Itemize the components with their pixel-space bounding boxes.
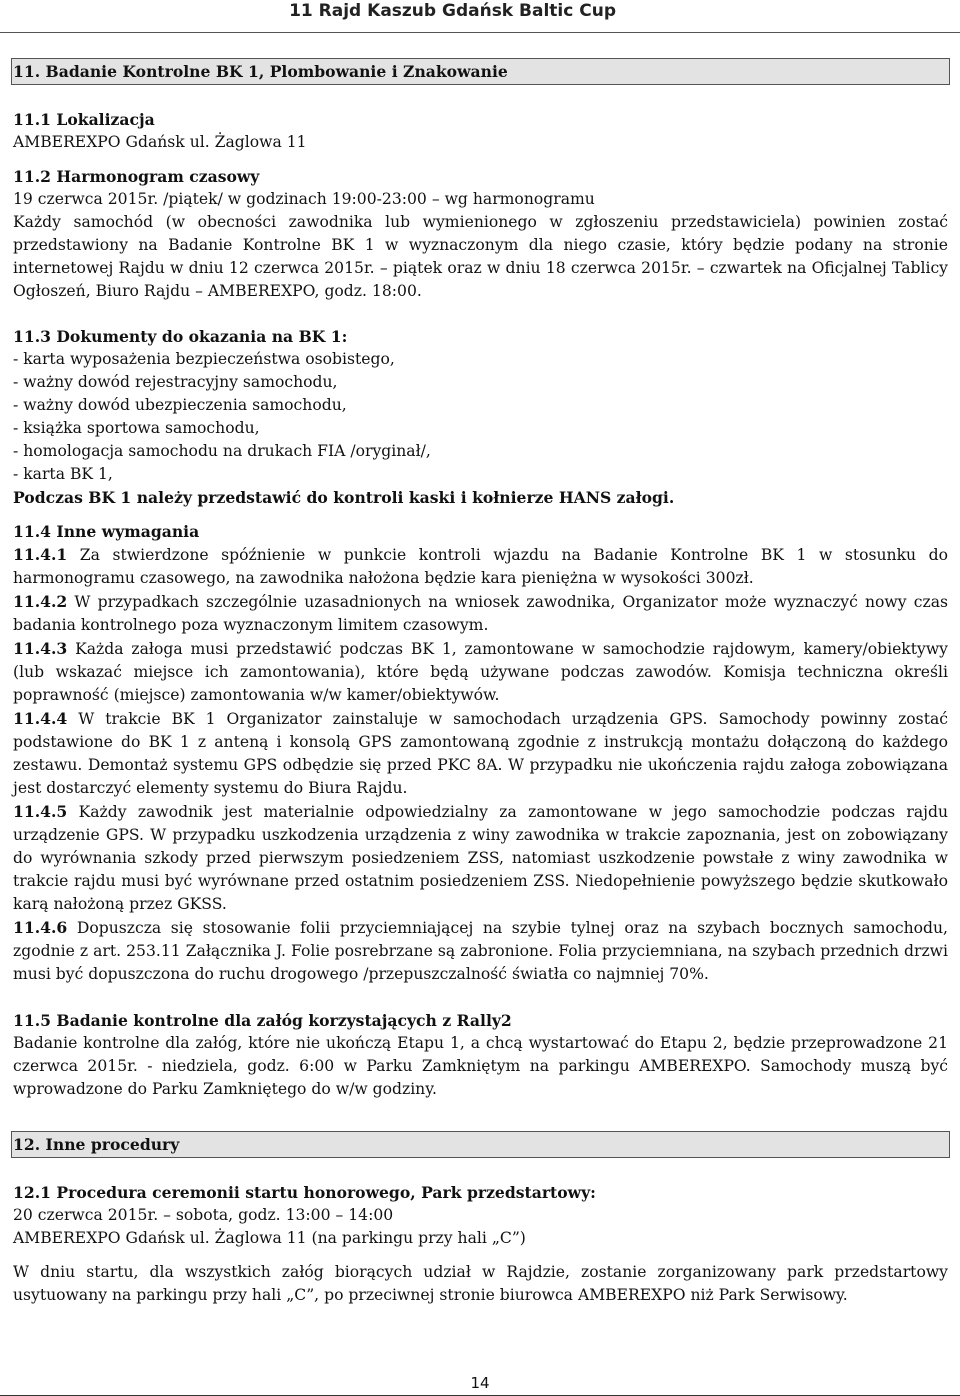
spacer bbox=[13, 509, 948, 520]
section-11-1-text: AMBEREXPO Gdańsk ul. Żaglowa 11 bbox=[13, 133, 307, 151]
requirement-number: 11.4.6 bbox=[13, 918, 68, 937]
requirement-text: W przypadkach szczególnie uzasadnionych na wniosek zawodnika, Organizator może wyznaczyć nowy czas badania kontrolnego poza wyznaczonym limitem czasowym. bbox=[13, 593, 948, 634]
requirement-11-4-5 bbox=[13, 800, 948, 916]
section-11-2-title: 11.2 Harmonogram czasowy bbox=[13, 167, 260, 186]
document-header-title: 11 Rajd Kaszub Gdańsk Baltic Cup bbox=[289, 1, 616, 21]
section-11-2-paragraph: Każdy samochód (w obecności zawodnika lub wymienionego w zgłoszeniu przedstawiciela) powinien zostać przedstawiony na Badanie Kontrolne BK 1 w wyznaczonym dla niego czasie, który będzie podany na stronie internetowej Rajdu w dniu 12 czerwca 2015r. – piątek oraz w dniu 18 czerwca 2015r. – czwartek na Oficjalnej Tablicy Ogłoszeń, Biuro Rajdu – AMBEREXPO, godz. 18:00. bbox=[13, 213, 948, 300]
document-list-item: - ważny dowód rejestracyjny samochodu, bbox=[13, 373, 338, 391]
section-11-2-line: 19 czerwca 2015r. /piątek/ w godzinach 19:00-23:00 – wg harmonogramu bbox=[13, 190, 595, 208]
requirement-11-4-3 bbox=[13, 637, 948, 707]
document-list-item: - karta wyposażenia bezpieczeństwa osobistego, bbox=[13, 350, 395, 368]
section-11-4-title: 11.4 Inne wymagania bbox=[13, 522, 200, 541]
requirement-11-4-4 bbox=[13, 707, 948, 800]
requirement-11-4-1 bbox=[13, 543, 948, 590]
section-11-heading: 11. Badanie Kontrolne BK 1, Plombowanie i Znakowanie bbox=[11, 58, 950, 85]
spacer bbox=[13, 85, 948, 108]
spacer bbox=[13, 314, 948, 325]
requirement-number: 11.4.3 bbox=[13, 639, 68, 658]
page-number: 14 bbox=[470, 1374, 490, 1392]
spacer bbox=[13, 1101, 948, 1131]
requirement-number: 11.4.4 bbox=[13, 709, 68, 728]
requirement-text: Każda załoga musi przedstawić podczas BK 1, zamontowane w samochodzie rajdowym, kamery/obiektywy (lub wskazać miejsce ich zamontowania), które będą używane podczas zawodów. Komisja techniczna określi poprawność (miejsce) zamontowania w/w kamer/obiektywów. bbox=[13, 640, 948, 704]
requirement-number: 11.4.1 bbox=[13, 545, 68, 564]
requirement-11-4-6 bbox=[13, 916, 948, 986]
requirement-text: Dopuszcza się stosowanie folii przyciemniającej na szybie tylnej oraz na szybach bocznych samochodu, zgodnie z art. 253.11 Załącznika J. Folie posrebrzane są zabronione. Folia przyciemniana, na szybach przednich drzwi musi być dopuszczona do ruchu drogowego /przepuszczalność światła co najmniej 70%. bbox=[13, 919, 948, 983]
document-list-item: - książka sportowa samochodu, bbox=[13, 419, 260, 437]
section-12-heading: 12. Inne procedury bbox=[11, 1131, 950, 1158]
section-12-1-date: 20 czerwca 2015r. – sobota, godz. 13:00 – 14:00 bbox=[13, 1206, 394, 1224]
document-list-item: - ważny dowód ubezpieczenia samochodu, bbox=[13, 396, 347, 414]
requirement-text: Za stwierdzone spóźnienie w punkcie kontroli wjazdu na Badanie Kontrolne BK 1 w stosunku do harmonogramu czasowego, na zawodnika nałożona będzie kara pieniężna w wysokości 300zł. bbox=[13, 546, 948, 587]
document-list-item: - homologacja samochodu na drukach FIA /oryginał/, bbox=[13, 442, 431, 460]
requirement-text: W trakcie BK 1 Organizator zainstaluje w samochodach urządzenia GPS. Samochody powinny zostać podstawione do BK 1 z anteną i konsolą GPS zamontowaną zgodnie z instrukcją montażu dołączoną do każdego zestawu. Demontaż systemu GPS odbędzie się przed PKC 8A. W przypadku nie ukończenia rajdu załoga zobowiązana jest dostarczyć elementy systemu do Biura Rajdu. bbox=[13, 710, 948, 797]
spacer bbox=[13, 303, 948, 314]
section-11-5-title: 11.5 Badanie kontrolne dla załóg korzystających z Rally2 bbox=[13, 1011, 512, 1030]
section-11-3-note: Podczas BK 1 należy przedstawić do kontroli kaski i kołnierze HANS załogi. bbox=[13, 488, 675, 507]
requirement-text: Każdy zawodnik jest materialnie odpowiedzialny za zamontowane w jego samochodzie podczas rajdu urządzenie GPS. W przypadku uszkodzenia urządzenia z winy zawodnika w trakcie zapoznania, jest on zobowiązany do wyrównania szkody przed pierwszym posiedzeniem ZSS, natomiast uszkodzenie powstałe z winy zawodnika w trakcie rajdu musi być wyrównane przed ostatnim posiedzeniem ZSS. Niedopełnienie powyższego będzie skutkowało karą nałożoną przez GKSS. bbox=[13, 803, 948, 913]
spacer bbox=[13, 1158, 948, 1181]
spacer bbox=[13, 986, 948, 1009]
header-rule bbox=[0, 32, 960, 33]
spacer bbox=[13, 154, 948, 165]
section-12-1-title: 12.1 Procedura ceremonii startu honorowego, Park przedstartowy: bbox=[13, 1183, 596, 1202]
requirement-number: 11.4.5 bbox=[13, 802, 68, 821]
section-11-5-paragraph: Badanie kontrolne dla załóg, które nie ukończą Etapu 1, a chcą wystartować do Etapu 2, będzie przeprowadzone 21 czerwca 2015r. - niedziela, godz. 6:00 w Parku Zamkniętym na parkingu AMBEREXPO. Samochody muszą być wprowadzone do Parku Zamkniętego do w/w godziny. bbox=[13, 1034, 948, 1098]
document-body bbox=[13, 58, 948, 1307]
requirement-11-4-2 bbox=[13, 590, 948, 637]
spacer bbox=[13, 1250, 948, 1261]
section-12-1-paragraph: W dniu startu, dla wszystkich załóg biorących udział w Rajdzie, zostanie zorganizowany park przedstartowy usytuowany na parkingu przy hali „C”, po przeciwnej stronie biurowca AMBEREXPO niż Park Serwisowy. bbox=[13, 1263, 948, 1304]
document-list-item: - karta BK 1, bbox=[13, 465, 113, 483]
section-11-1-title: 11.1 Lokalizacja bbox=[13, 110, 155, 129]
requirement-number: 11.4.2 bbox=[13, 592, 68, 611]
section-11-3-title: 11.3 Dokumenty do okazania na BK 1: bbox=[13, 327, 348, 346]
section-12-1-location: AMBEREXPO Gdańsk ul. Żaglowa 11 (na parkingu przy hali „C”) bbox=[13, 1229, 526, 1247]
